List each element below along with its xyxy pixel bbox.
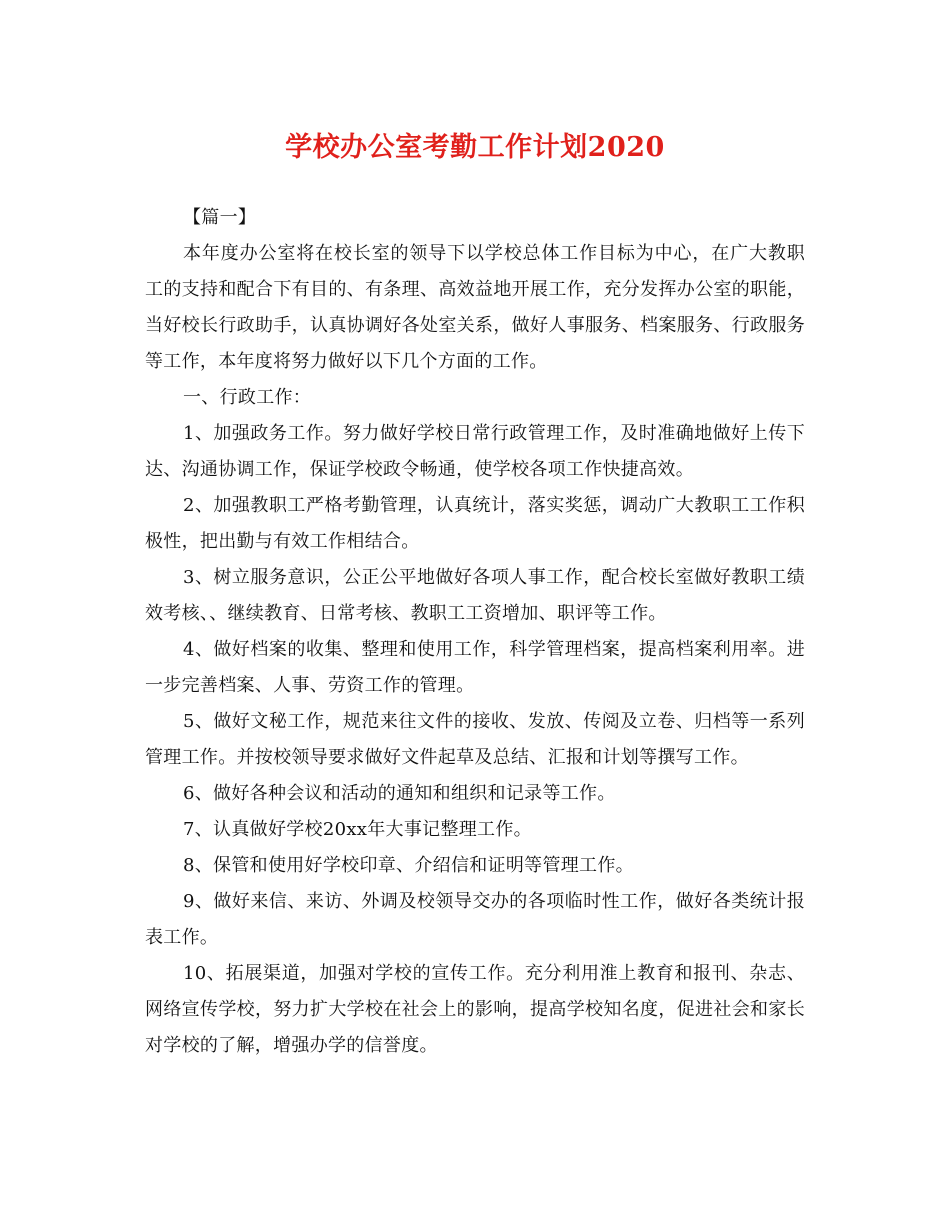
list-item: 1、加强政务工作。努力做好学校日常行政管理工作，及时准确地做好上传下达、沟通协调工作，保证学校政令畅通，使学校各项工作快捷高效。 (145, 423, 805, 480)
intro-paragraph: 本年度办公室将在校长室的领导下以学校总体工作目标为中心，在广大教职工的支持和配合下有目的、有条理、高效益地开展工作，充分发挥办公室的职能，当好校长行政助手，认真协调好各处室关系，做好人事服务、档案服务、行政服务等工作，本年度将努力做好以下几个方面的工作。 (145, 243, 805, 372)
list-item: 7、认真做好学校20xx年大事记整理工作。 (183, 819, 532, 840)
list-item: 5、做好文秘工作，规范来往文件的接收、发放、传阅及立卷、归档等一系列管理工作。并按校领导要求做好文件起草及总结、汇报和计划等撰写工作。 (145, 711, 805, 768)
list-item: 6、做好各种会议和活动的通知和组织和记录等工作。 (183, 783, 616, 804)
document-body (145, 200, 805, 1064)
list-item: 10、拓展渠道，加强对学校的宣传工作。充分利用淮上教育和报刊、杂志、网络宣传学校，努力扩大学校在社会上的影响，提高学校知名度，促进社会和家长对学校的了解，增强办学的信誉度。 (145, 963, 805, 1056)
section-heading-part-one: 【篇一】 (183, 207, 257, 228)
document-title: 学校办公室考勤工作计划2020 (285, 132, 665, 163)
list-item: 3、树立服务意识，公正公平地做好各项人事工作，配合校长室做好教职工绩效考核、、继续教育、日常考核、教职工工资增加、职评等工作。 (145, 567, 805, 624)
section-heading-admin-work: 一、行政工作： (183, 387, 312, 408)
list-item: 8、保管和使用好学校印章、介绍信和证明等管理工作。 (183, 855, 634, 876)
list-item: 2、加强教职工严格考勤管理，认真统计，落实奖惩，调动广大教职工工作积极性，把出勤与有效工作相结合。 (145, 495, 805, 552)
list-item: 4、做好档案的收集、整理和使用工作，科学管理档案，提高档案利用率。进一步完善档案、人事、劳资工作的管理。 (145, 639, 805, 696)
list-item: 9、做好来信、来访、外调及校领导交办的各项临时性工作，做好各类统计报表工作。 (145, 891, 805, 948)
